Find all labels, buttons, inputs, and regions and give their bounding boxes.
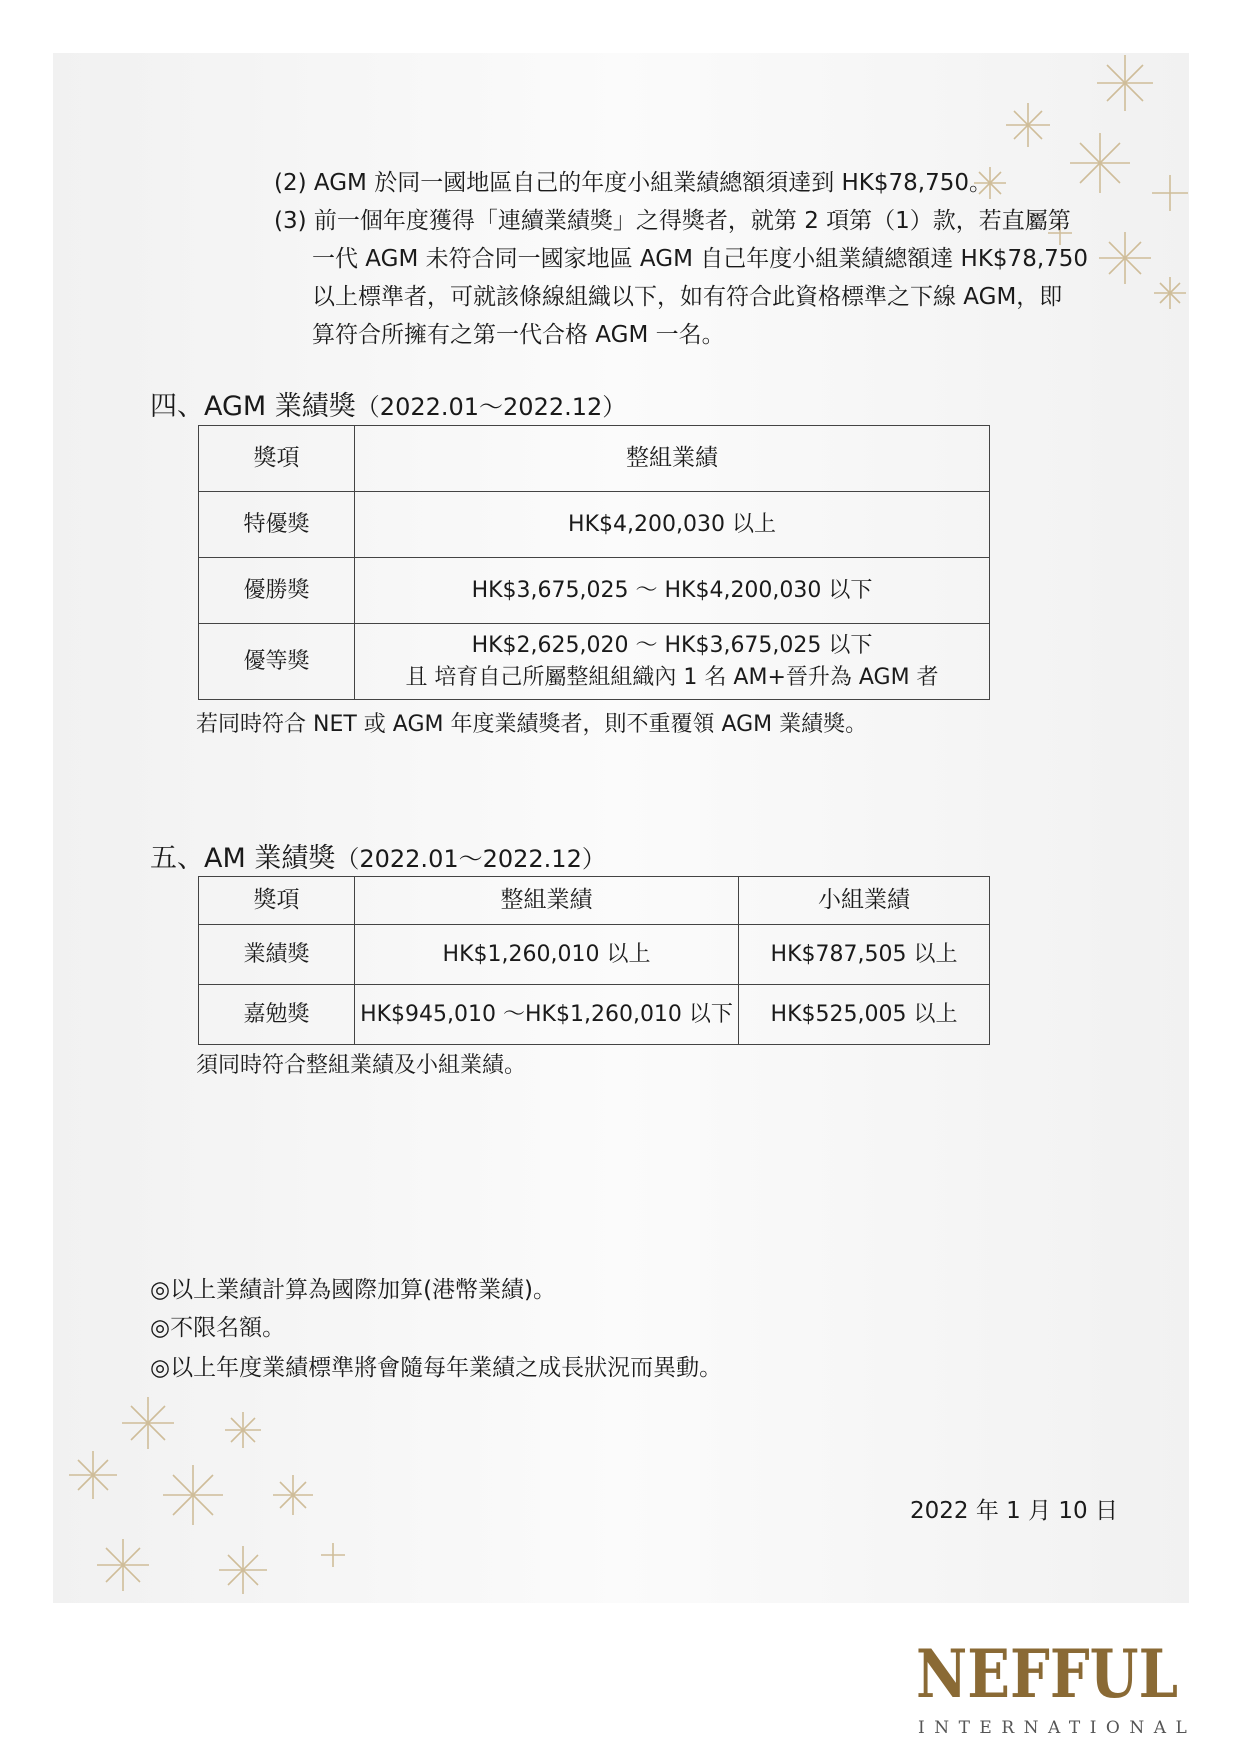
section-5-period: （2022.01～2022.12） <box>335 845 606 873</box>
team-performance: HK$787,505 以上 <box>739 925 990 985</box>
section-4-note: 若同時符合 NET 或 AGM 年度業績獎者，則不重覆領 AGM 業績獎。 <box>196 712 868 737</box>
agm-award-table <box>198 425 990 700</box>
team-performance: HK$525,005 以上 <box>739 985 990 1045</box>
group-performance <box>355 624 990 700</box>
section-4-title: 四、AGM 業績獎 <box>150 391 356 422</box>
table-header-row <box>199 426 990 492</box>
header-group-performance: 整組業績 <box>355 877 739 925</box>
sparkle-pattern-bottom-left <box>53 1385 353 1603</box>
logo-wordmark: NEFFUL <box>916 1635 1178 1713</box>
table-row <box>199 492 990 558</box>
section-5-note: 須同時符合整組業績及小組業績。 <box>196 1053 527 1078</box>
section-5-heading <box>150 845 606 872</box>
award-name: 優等獎 <box>199 624 355 700</box>
header-group-performance: 整組業績 <box>355 426 990 492</box>
nefful-logo <box>915 1635 1180 1713</box>
table-row <box>199 558 990 624</box>
intro-item-3-line-3: 以上標準者，可就該條線組織以下，如有符合此資格標準之下線 AGM，即 <box>312 284 1063 310</box>
am-award-table <box>198 876 990 1045</box>
section-5-title: 五、AM 業績獎 <box>150 843 336 874</box>
intro-item-3-line-2: 一代 AGM 未符合同一國家地區 AGM 自己年度小組業績總額達 HK$78,750 <box>312 246 1089 272</box>
section-4-period: （2022.01～2022.12） <box>355 393 627 421</box>
header-award: 獎項 <box>199 426 355 492</box>
table-header-row <box>199 877 990 925</box>
section-4-heading <box>150 393 626 420</box>
intro-item-3-line-1: (3) 前一個年度獲得「連續業績獎」之得獎者，就第 2 項第（1）款，若直屬第 <box>274 208 1071 234</box>
group-performance: HK$3,675,025 ～ HK$4,200,030 以下 <box>355 558 990 624</box>
intro-item-3-line-4: 算符合所擁有之第一代合格 AGM 一名。 <box>312 322 725 348</box>
table-row <box>199 925 990 985</box>
table-row <box>199 985 990 1045</box>
award-name: 特優獎 <box>199 492 355 558</box>
group-performance: HK$4,200,030 以上 <box>355 492 990 558</box>
intro-item-2: (2) AGM 於同一國地區自己的年度小組業績總額須達到 HK$78,750。 <box>274 170 992 196</box>
note-international-calculation: ◎以上業績計算為國際加算(港幣業績)。 <box>150 1277 557 1303</box>
award-name: 優勝獎 <box>199 558 355 624</box>
document-date: 2022 年 1 月 10 日 <box>910 1498 1118 1524</box>
table-row <box>199 624 990 700</box>
group-performance-line-1: HK$2,625,020 ～ HK$3,675,025 以下 <box>471 632 873 658</box>
group-performance: HK$1,260,010 以上 <box>355 925 739 985</box>
note-unlimited-quota: ◎不限名額。 <box>150 1315 286 1341</box>
award-name: 嘉勉獎 <box>199 985 355 1045</box>
note-standard-changes: ◎以上年度業績標準將會隨每年業績之成長狀況而異動。 <box>150 1355 723 1381</box>
header-team-performance: 小組業績 <box>739 877 990 925</box>
award-name: 業績獎 <box>199 925 355 985</box>
header-award: 獎項 <box>199 877 355 925</box>
group-performance-line-2: 且 培育自己所屬整組組織內 1 名 AM+晉升為 AGM 者 <box>405 664 939 690</box>
group-performance: HK$945,010 ～HK$1,260,010 以下 <box>355 985 739 1045</box>
logo-subtitle: INTERNATIONAL <box>918 1718 1197 1738</box>
